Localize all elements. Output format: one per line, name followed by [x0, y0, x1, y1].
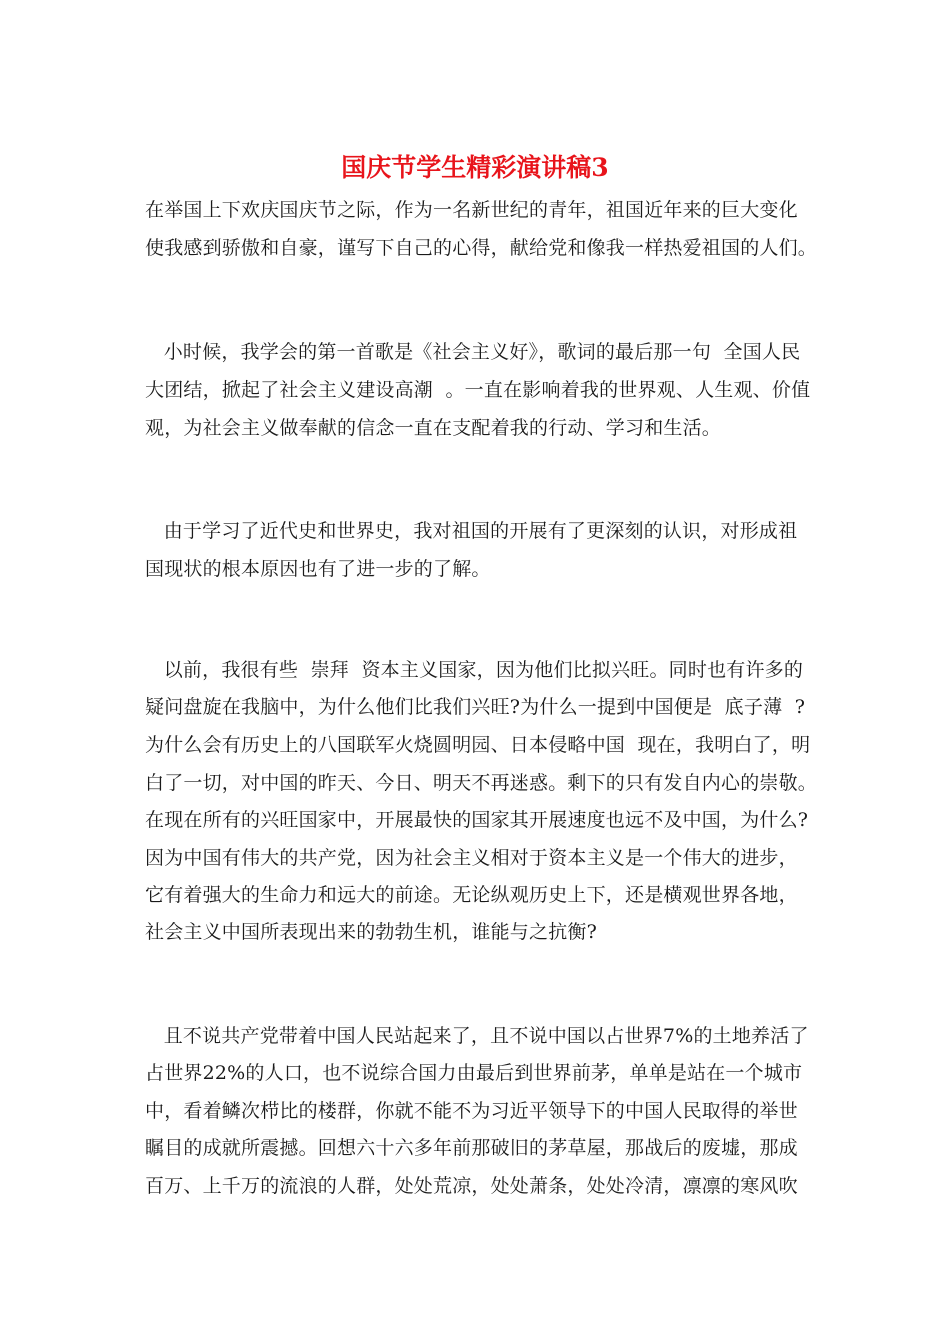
paragraph-5-line-5: 百万、上千万的流浪的人群，处处荒凉，处处萧条，处处冷清，凛凛的寒风吹 [145, 1175, 798, 1197]
paragraph-5-line-1: 且不说共产党带着中国人民站起来了，且不说中国以占世界7%的土地养活了 [145, 1025, 809, 1047]
document-title: 国庆节学生精彩演讲稿3 [341, 153, 609, 182]
paragraph-4-line-5: 在现在所有的兴旺国家中，开展最快的国家其开展速度也远不及中国，为什么? [145, 809, 809, 831]
paragraph-4-line-7: 它有着强大的生命力和远大的前途。无论纵观历史上下，还是横观世界各地， [145, 884, 798, 906]
paragraph-4-line-1: 以前，我很有些 崇拜 资本主义国家，因为他们比拟兴旺。同时也有许多的 [145, 659, 804, 681]
paragraph-5-line-4: 瞩目的成就所震撼。回想六十六多年前那破旧的茅草屋，那战后的废墟，那成 [145, 1137, 798, 1159]
paragraph-2-line-1: 小时候，我学会的第一首歌是《社会主义好》，歌词的最后那一句 全国人民 [145, 341, 801, 363]
paragraph-4-line-3: 为什么会有历史上的八国联军火烧圆明园、日本侵略中国 现在，我明白了，明 [145, 734, 811, 756]
paragraph-4-line-6: 因为中国有伟大的共产党，因为社会主义相对于资本主义是一个伟大的进步， [145, 847, 798, 869]
paragraph-3-line-1: 由于学习了近代史和世界史，我对祖国的开展有了更深刻的认识，对形成祖 [145, 520, 798, 542]
paragraph-1-line-2: 使我感到骄傲和自豪，谨写下自己的心得，献给党和像我一样热爱祖国的人们。 [145, 237, 818, 259]
paragraph-2-line-3: 观，为社会主义做奉献的信念一直在支配着我的行动、学习和生活。 [145, 417, 722, 439]
paragraph-5-line-3: 中，看着鳞次栉比的楼群，你就不能不为习近平领导下的中国人民取得的举世 [145, 1100, 798, 1122]
paragraph-3-line-2: 国现状的根本原因也有了进一步的了解。 [145, 558, 491, 580]
paragraph-5-line-2: 占世界22%的人口，也不说综合国力由最后到世界前茅，单单是站在一个城市 [145, 1062, 803, 1084]
paragraph-4-line-4: 白了一切，对中国的昨天、今日、明天不再迷惑。剩下的只有发自内心的崇敬。 [145, 772, 818, 794]
paragraph-4-line-8: 社会主义中国所表现出来的勃勃生机，谁能与之抗衡? [145, 921, 597, 943]
paragraph-4-line-2: 疑问盘旋在我脑中，为什么他们比我们兴旺?为什么一提到中国便是 底子薄 ? [145, 696, 806, 718]
paragraph-2-line-2: 大团结，掀起了社会主义建设高潮 。一直在影响着我的世界观、人生观、价值 [145, 379, 811, 401]
paragraph-1-line-1: 在举国上下欢庆国庆节之际，作为一名新世纪的青年，祖国近年来的巨大变化 [145, 199, 798, 221]
